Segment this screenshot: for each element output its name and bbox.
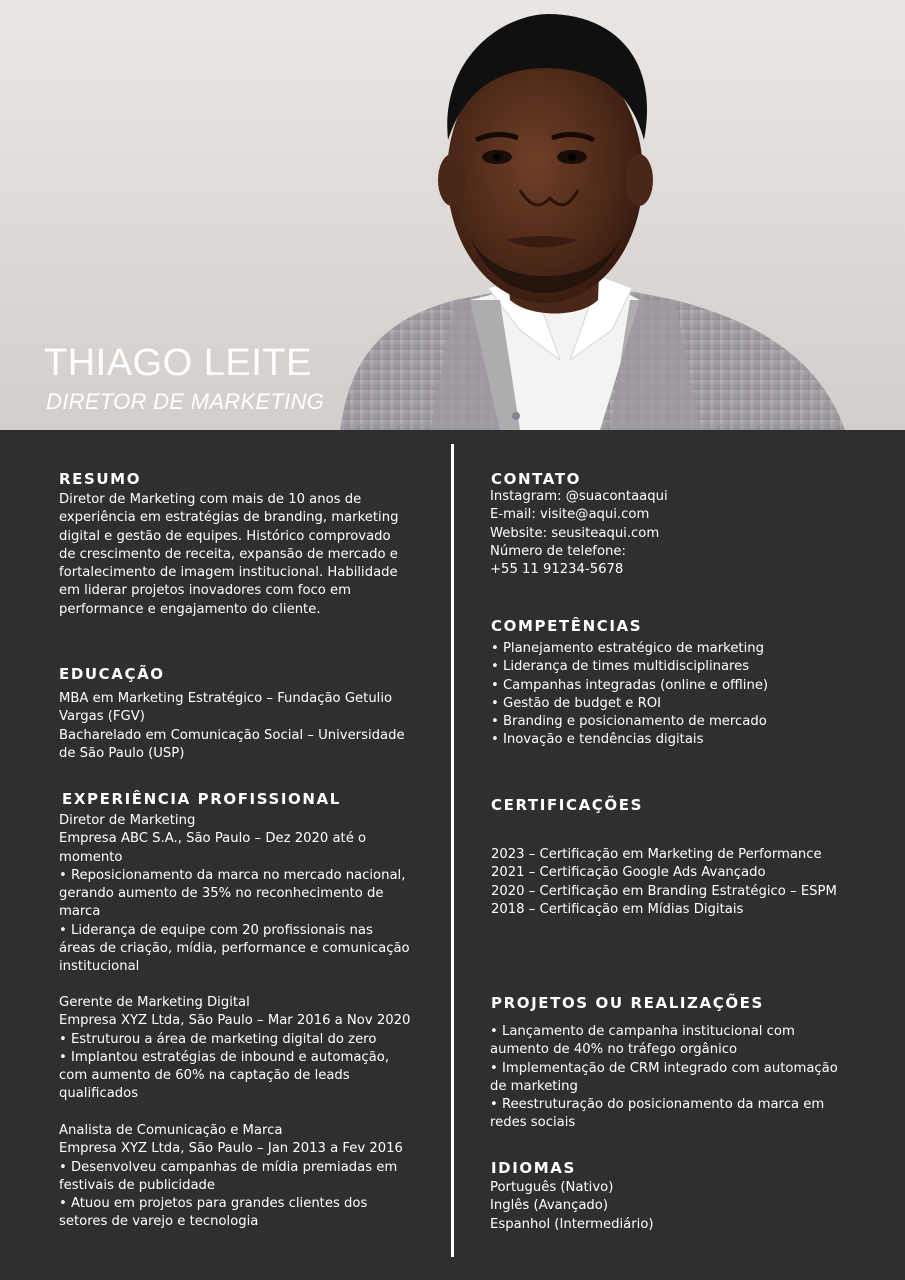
job-line: qualificados (59, 1086, 139, 1102)
idioma-item: Espanhol (Intermediário) (490, 1216, 654, 1232)
idiomas-heading: IDIOMAS (491, 1159, 576, 1177)
job-line: setores de varejo e tecnologia (59, 1214, 259, 1230)
projeto-line: • Lançamento de campanha institucional com (490, 1024, 795, 1039)
job-line: • Estruturou a área de marketing digital do zero (59, 1031, 377, 1047)
contato-line: Número de telefone: (490, 543, 626, 559)
contato-heading: CONTATO (491, 470, 582, 488)
educacao-line: de São Paulo (USP) (59, 745, 185, 761)
job-line: Gerente de Marketing Digital (59, 995, 250, 1010)
contato-line: Website: seusiteaqui.com (490, 525, 660, 541)
job-line: áreas de criação, mídia, performance e comunicação (59, 941, 410, 957)
certificacao-item: 2020 – Certificação em Branding Estratégico – ESPM (491, 883, 837, 899)
competencia-item: • Planejamento estratégico de marketing (491, 641, 764, 656)
experiencia-job-1 (59, 812, 410, 977)
certificacao-item: 2023 – Certificação em Marketing de Performance (491, 847, 822, 862)
competencia-item: • Campanhas integradas (online e offline) (491, 677, 769, 693)
competencia-item: • Inovação e tendências digitais (491, 732, 704, 748)
projeto-line: redes sociais (490, 1115, 576, 1131)
resumo-text (59, 491, 398, 619)
experiencia-job-3 (59, 1122, 403, 1232)
competencia-item: • Liderança de times multidisciplinares (491, 659, 750, 675)
educacao-line: Vargas (FGV) (59, 709, 145, 725)
job-line: festivais de publicidade (59, 1177, 216, 1193)
job-line: • Implantou estratégias de inbound e automação, (59, 1049, 390, 1065)
projetos-heading: PROJETOS OU REALIZAÇÕES (491, 994, 764, 1012)
job-line: com aumento de 60% na captação de leads (59, 1068, 350, 1084)
job-line: Empresa XYZ Ltda, São Paulo – Jan 2013 a Fev 2016 (59, 1141, 403, 1157)
experiencia-job-2 (59, 994, 410, 1104)
job-line: momento (59, 849, 123, 865)
competencias-heading: COMPETÊNCIAS (491, 617, 643, 635)
certificacoes-heading: CERTIFICAÇÕES (491, 796, 643, 814)
resumo-line: de crescimento de receita, expansão de mercado e (59, 546, 398, 562)
job-line: Empresa ABC S.A., São Paulo – Dez 2020 até o (59, 831, 367, 847)
candidate-title: DIRETOR DE MARKETING (46, 389, 325, 414)
contato-line: +55 11 91234-5678 (490, 562, 624, 578)
job-line: • Atuou em projetos para grandes clientes dos (59, 1196, 368, 1212)
contato-text (490, 488, 668, 579)
job-line: Analista de Comunicação e Marca (59, 1123, 283, 1138)
idioma-item: Português (Nativo) (490, 1180, 614, 1195)
projeto-line: • Reestruturação do posicionamento da marca em (490, 1097, 825, 1113)
certificacao-item: 2021 – Certificação Google Ads Avançado (491, 865, 766, 881)
competencia-item: • Branding e posicionamento de mercado (491, 714, 767, 730)
educacao-text (59, 690, 405, 763)
experiencia-heading: EXPERIÊNCIA PROFISSIONAL (62, 790, 341, 808)
projeto-line: aumento de 40% no tráfego orgânico (490, 1042, 738, 1058)
projeto-line: de marketing (490, 1078, 578, 1094)
candidate-name: THIAGO LEITE (44, 342, 312, 384)
resumo-line: performance e engajamento do cliente. (59, 601, 321, 617)
job-line: Diretor de Marketing (59, 813, 196, 828)
header-photo (0, 0, 905, 430)
resumo-line: Diretor de Marketing com mais de 10 anos de (59, 492, 362, 507)
idiomas-list (490, 1179, 654, 1234)
contato-line: E-mail: visite@aqui.com (490, 507, 650, 523)
competencias-list (491, 640, 768, 750)
projetos-list (490, 1023, 838, 1133)
competencia-item: • Gestão de budget e ROI (491, 695, 662, 711)
job-line: • Desenvolveu campanhas de mídia premiadas em (59, 1159, 398, 1175)
educacao-line: MBA em Marketing Estratégico – Fundação Getulio (59, 691, 393, 706)
job-line: Empresa XYZ Ltda, São Paulo – Mar 2016 a Nov 2020 (59, 1013, 411, 1029)
job-line: marca (59, 904, 101, 920)
idioma-item: Inglês (Avançado) (490, 1198, 609, 1214)
educacao-line: Bacharelado em Comunicação Social – Universidade (59, 727, 405, 743)
certificacao-item: 2018 – Certificação em Mídias Digitais (491, 901, 744, 917)
resumo-line: fortalecimento de imagem institucional. Habilidade (59, 565, 398, 581)
certificacoes-list (491, 846, 837, 919)
resumo-line: experiência em estratégias de branding, marketing (59, 510, 399, 526)
contato-line: Instagram: @suacontaaqui (490, 489, 668, 504)
column-divider (451, 444, 454, 1257)
job-line: gerando aumento de 35% no reconhecimento de (59, 886, 384, 902)
job-line: • Liderança de equipe com 20 profissionais nas (59, 922, 373, 938)
projeto-line: • Implementação de CRM integrado com automação (490, 1060, 838, 1076)
resumo-line: em liderar projetos inovadores com foco em (59, 583, 351, 599)
job-line: • Reposicionamento da marca no mercado nacional, (59, 867, 406, 883)
resumo-heading: RESUMO (59, 470, 142, 488)
resumo-line: digital e gestão de equipes. Histórico comprovado (59, 528, 391, 544)
educacao-heading: EDUCAÇÃO (59, 665, 165, 683)
job-line: institucional (59, 959, 140, 975)
